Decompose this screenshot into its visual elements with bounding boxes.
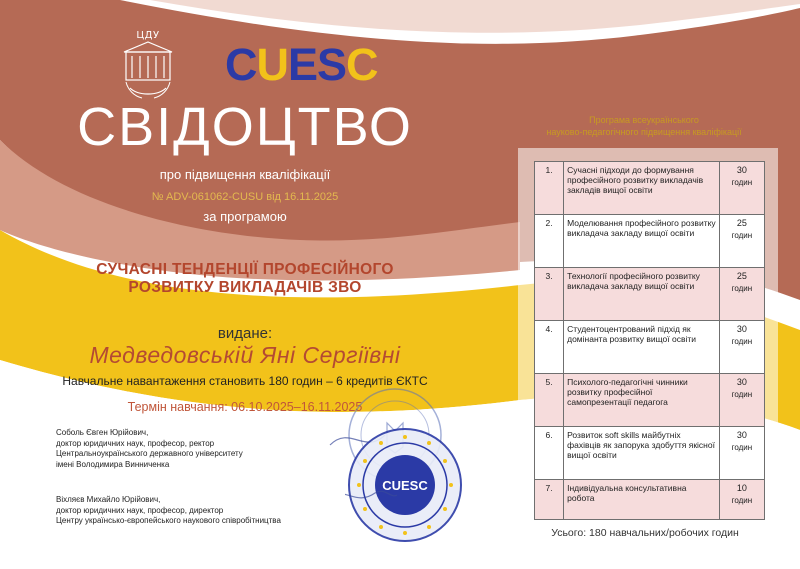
row-number: 2. <box>535 215 564 268</box>
recipient-name: Медведовській Яні Сергіївні <box>89 342 401 368</box>
signatory-2-org: Центру українсько-європейського наукового співробітництва <box>56 516 281 525</box>
row-hours <box>719 268 764 321</box>
row-number: 4. <box>535 321 564 374</box>
hours-value: 30 <box>736 430 747 440</box>
signatory-1-name: Соболь Євген Юрійович, <box>56 428 149 437</box>
hours-unit: годин <box>731 178 753 187</box>
table-row <box>535 162 765 215</box>
hours-value: 30 <box>736 377 747 387</box>
row-hours <box>719 321 764 374</box>
study-term: Термін навчання: 06.10.2025–16.11.2025 <box>127 400 363 414</box>
cdu-logo-text: ЦДУ <box>136 30 160 41</box>
certificate-number: № ADV-061062-CUSU від 16.11.2025 <box>151 191 339 203</box>
signatory-2-title: доктор юридичних наук, професор, директор <box>56 505 224 515</box>
table-row <box>535 215 765 268</box>
row-number: 5. <box>535 374 564 427</box>
hours-unit: годин <box>731 284 753 293</box>
certificate-title: СВІДОЦТВО <box>77 97 413 157</box>
signatory-1-org: Центральноукраїнського державного університету <box>56 449 243 458</box>
row-hours <box>719 374 764 427</box>
row-hours <box>719 427 764 480</box>
caption-line-2: науково-педагогічного підвищення кваліфікації <box>546 127 742 137</box>
university-building-icon <box>112 30 184 105</box>
signatory-1-org-2: імені Володимира Винниченка <box>56 459 170 469</box>
hours-value: 25 <box>736 218 747 228</box>
hours-unit: годин <box>731 390 753 399</box>
table-row <box>535 480 765 520</box>
hours-value: 30 <box>736 324 747 334</box>
row-topic: Психолого-педагогічні чинники розвитку професійної самопрезентації педагога <box>564 374 720 427</box>
hours-value: 25 <box>736 271 747 281</box>
total-hours: Усього: 180 навчальних/робочих годин <box>551 527 739 539</box>
table-row <box>535 427 765 480</box>
row-number: 1. <box>535 162 564 215</box>
row-number: 7. <box>535 480 564 520</box>
table-row <box>535 374 765 427</box>
hours-unit: годин <box>731 231 753 240</box>
hours-value: 10 <box>736 483 747 493</box>
row-hours <box>719 215 764 268</box>
hours-unit: годин <box>731 496 753 505</box>
signatory-1 <box>56 428 243 470</box>
row-topic: Сучасні підходи до формування професійного розвитку викладачів закладів вищої освіти <box>564 162 720 215</box>
row-topic: Розвиток soft skills майбутніх фахівців як запорука здобуття якісної вищої освіти <box>564 427 720 480</box>
hours-value: 30 <box>736 165 747 175</box>
row-number: 6. <box>535 427 564 480</box>
stamp-logo-text: CUESC <box>382 478 428 493</box>
row-topic: Технології професійного розвитку викладача закладу вищої освіти <box>564 268 720 321</box>
cuesc-logo: CUESC <box>225 39 378 90</box>
row-number: 3. <box>535 268 564 321</box>
certificate-subtitle: про підвищення кваліфікації <box>159 167 331 182</box>
signatory-2-name: Віхляєв Михайло Юрійович, <box>56 495 161 504</box>
row-hours <box>719 480 764 520</box>
row-topic: Моделювання професійного розвитку викладача закладу вищої освіти <box>564 215 720 268</box>
signatory-1-title: доктор юридичних наук, професор, ректор <box>56 438 215 448</box>
program-name: СУЧАСНІ ТЕНДЕНЦІЇ ПРОФЕСІЙНОГО РОЗВИТКУ ВИКЛАДАЧІВ ЗВО <box>96 261 394 296</box>
workload-text: Навчальне навантаження становить 180 годин – 6 кредитів ЄКТС <box>62 374 428 388</box>
cuesc-stamp <box>345 415 465 545</box>
cdu-logo <box>112 30 184 105</box>
issued-label: видане: <box>217 325 273 342</box>
table-row <box>535 268 765 321</box>
hours-unit: годин <box>731 443 753 452</box>
table-row <box>535 321 765 374</box>
row-topic: Студентоцентрований підхід як домінанта розвитку вищої освіти <box>564 321 720 374</box>
program-table <box>534 161 765 520</box>
row-topic: Індивідуальна консультативна робота <box>564 480 720 520</box>
row-hours <box>719 162 764 215</box>
signatory-2 <box>56 495 281 527</box>
by-program-label: за програмою <box>203 209 287 224</box>
caption-line-1: Програма всеукраїнського <box>589 115 699 125</box>
hours-unit: годин <box>731 337 753 346</box>
program-table-caption <box>518 114 770 138</box>
